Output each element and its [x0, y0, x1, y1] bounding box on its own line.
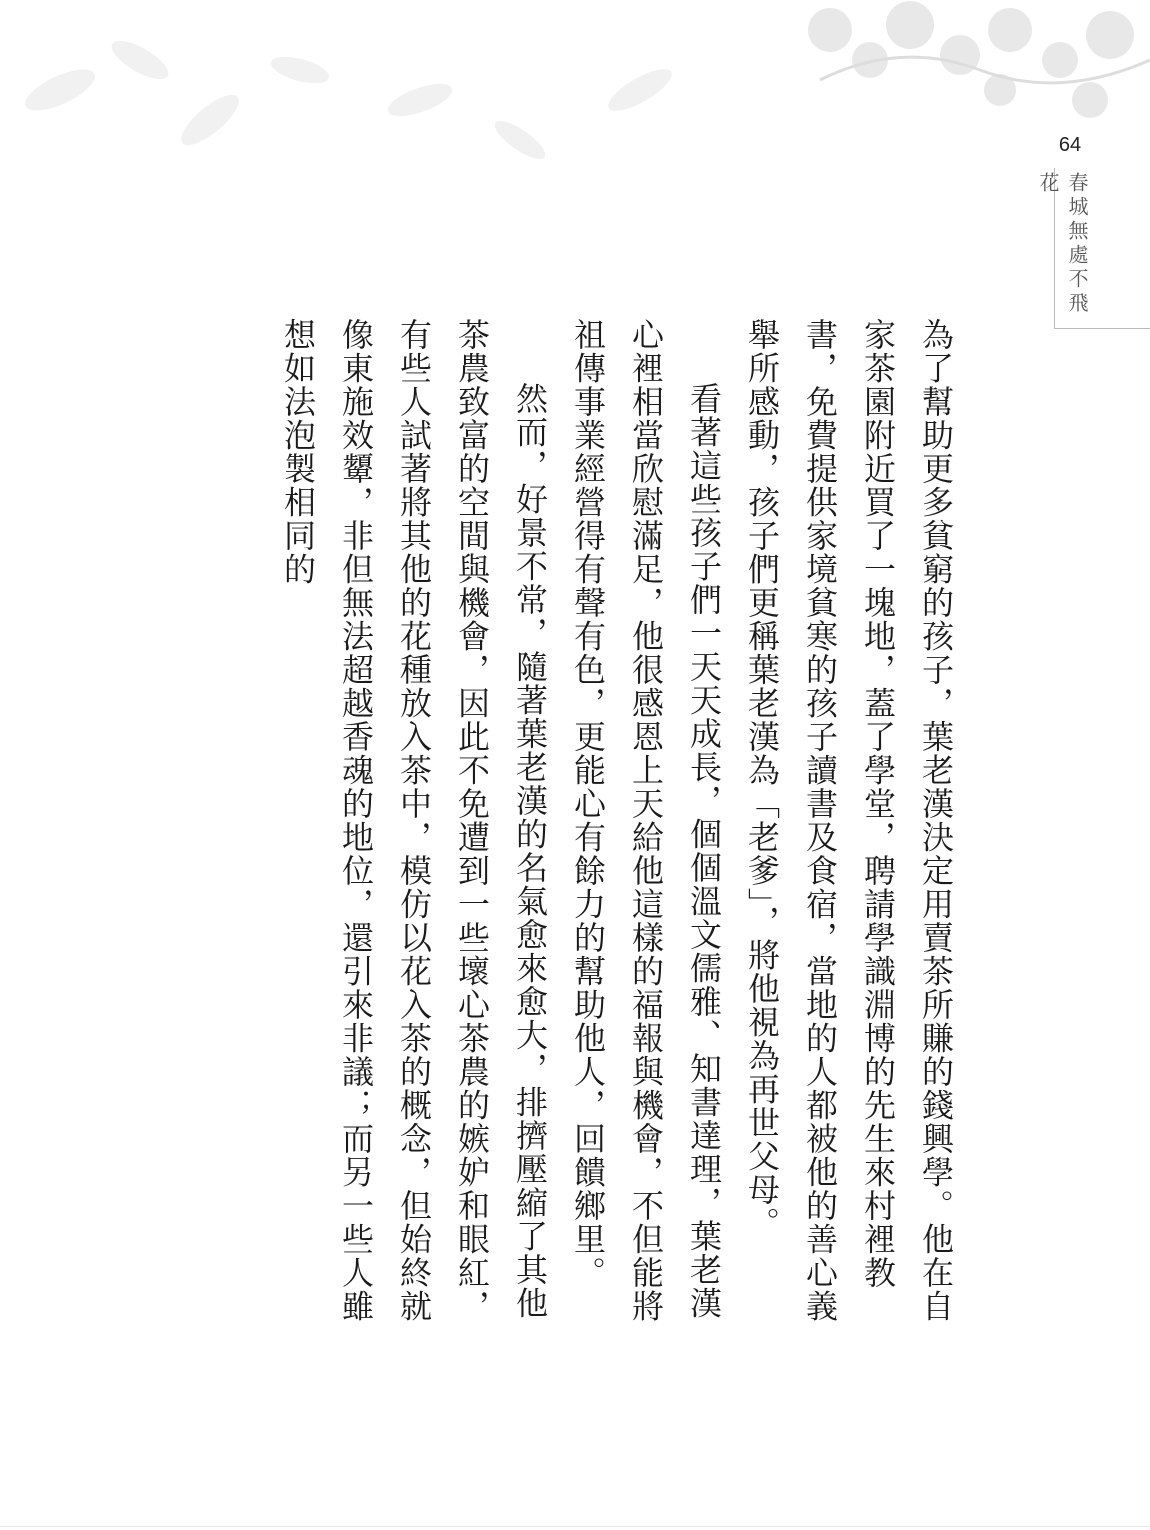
paragraph-1: 為了幫助更多貧窮的孩子，葉老漢決定用賣茶所賺的錢興學。他在自家茶園附近買了一塊地，蓋了學堂，聘請學識淵博的先生來村裡教書，免費提供家境貧寒的孩子讀書及食宿，當地的人都被他的善心義舉所感動，孩子們更稱葉老漢為「老爹」，將他視為再世父母。 [743, 318, 955, 1323]
paragraph-3: 然而，好景不常，隨著葉老漢的名氣愈來愈大，排擠壓縮了其他茶農致富的空間與機會，因此不免遭到一些壞心茶農的嫉妒和眼紅，有些人試著將其他的花種放入茶中，模仿以花入茶的概念，但始終就像東施效顰，非但無法超越香魂的地位，還引來非議；而另一些人雖想如法泡製相同的 [279, 318, 549, 1323]
header-divider-horizontal [1054, 328, 1150, 329]
paragraph-2: 看著這些孩子們一天天成長，個個溫文儒雅、知書達理，葉老漢心裡相當欣慰滿足，他很感恩上天給他這樣的福報與機會，不但能將祖傳事業經營得有聲有色，更能心有餘力的幫助他人，回饋鄉里。 [569, 318, 723, 1323]
page-bottom-edge [0, 1526, 1150, 1527]
page-number: 64 [1058, 134, 1082, 156]
body-text [225, 318, 965, 1388]
floral-watermark [0, 0, 1150, 260]
running-title: 春城無處不飛花 [1036, 172, 1089, 316]
